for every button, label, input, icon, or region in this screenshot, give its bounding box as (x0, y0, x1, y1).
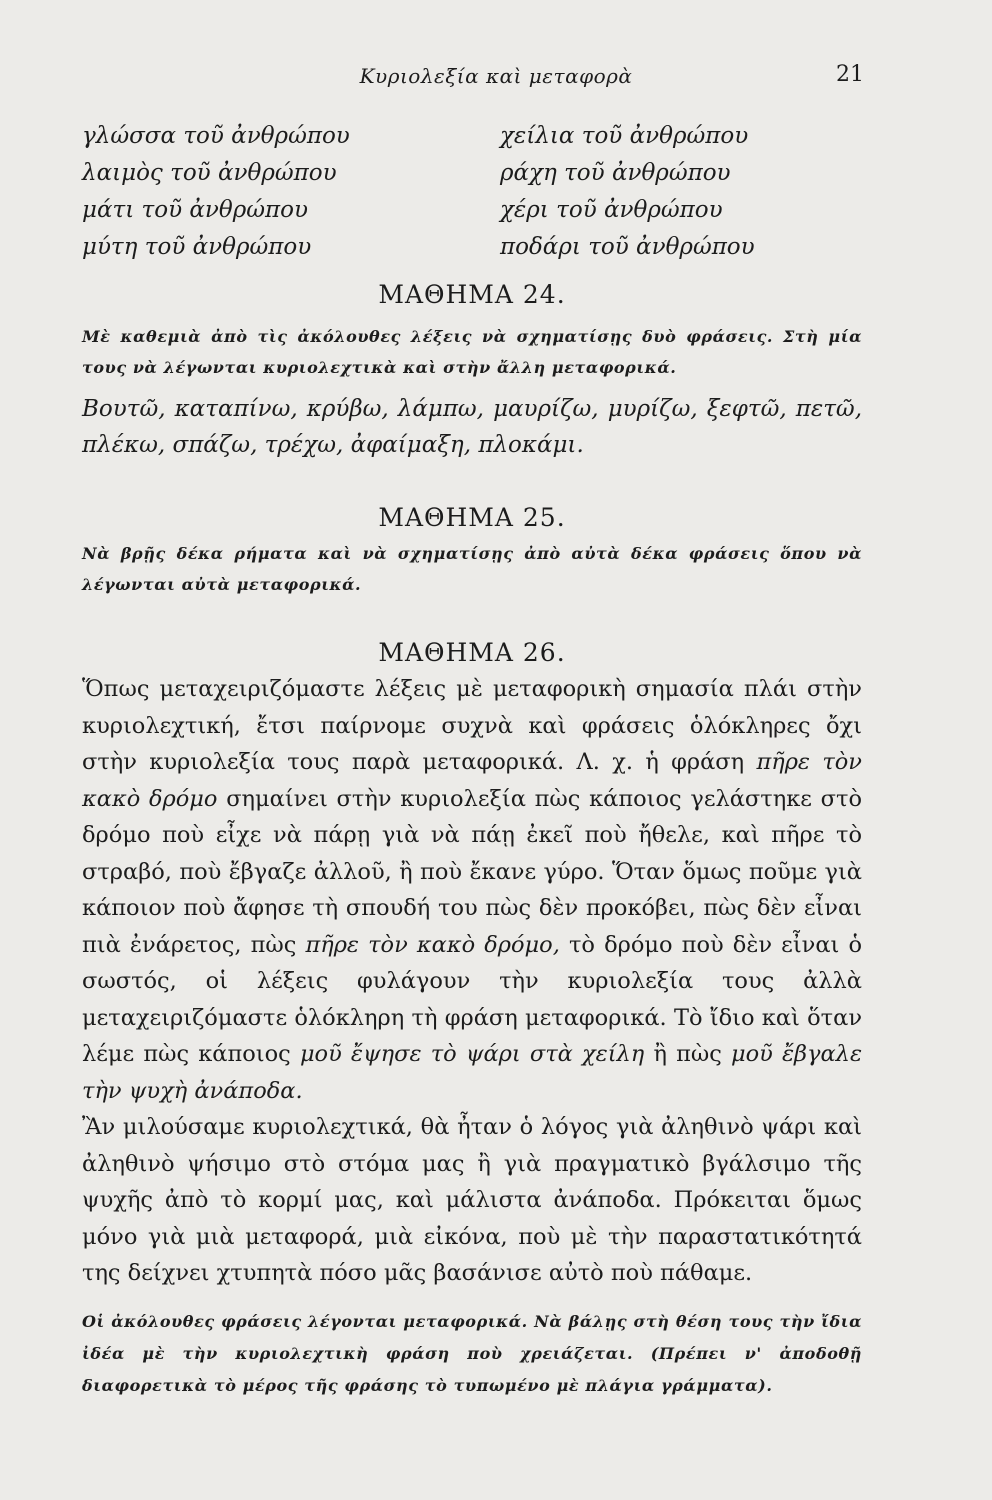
body-text: ἢ πὼς (653, 1041, 722, 1067)
italic-phrase: μοῦ ἔψησε τὸ ψάρι στὰ χείλη (299, 1041, 645, 1067)
vocab-item: λαιμὸς τοῦ ἀνθρώπου (82, 160, 337, 186)
vocab-item: μάτι τοῦ ἀνθρώπου (82, 197, 308, 223)
vocab-item: χείλια τοῦ ἀνθρώπου (500, 123, 749, 149)
body-text: σημαίνει στὴν κυριολεξία πὼς κάποιος γελάστηκε στὸ δρόμο ποὺ εἶχε νὰ πάρῃ γιὰ νὰ πάῃ ἐκεῖ ποὺ ἤθελε, καὶ πῆρε τὸ στραβό, ποὺ ἔβγαζε ἀλλοῦ, ἢ ποὺ ἔκανε γύρο. Ὅταν ὅμως ποῦμε γιὰ κάποιον ποὺ ἄφησε τὴ σπουδή του πὼς δὲν προκόβει, πὼς δὲν εἶναι πιὰ ἐνάρετος, πὼς (82, 785, 863, 958)
lesson-24-instruction: Μὲ καθεμιὰ ἀπὸ τὶς ἀκόλουθες λέξεις νὰ σχηματίσῃς δυὸ φράσεις. Στὴ μία τους νὰ λέγωνται κυριολεχτικὰ καὶ στὴν ἄλλη μεταφορικά. (82, 327, 862, 377)
lesson-26-title: ΜΑΘΗΜΑ 26. (378, 638, 566, 667)
body-text: Ὅπως μεταχειριζόμαστε λέξεις μὲ μεταφορικὴ σημασία πλάι στὴν κυριολεχτική, ἔτσι παίρνομε συχνὰ καὶ φράσεις ὁλόκληρες ὄχι στὴν κυριολεξία τους παρὰ μεταφορικά. Λ. χ. ἡ φράση (82, 676, 862, 775)
lesson-26-paragraph-2: Ἂν μιλούσαμε κυριολεχτικά, θὰ ἦταν ὁ λόγος γιὰ ἀληθινὸ ψάρι καὶ ἀληθινὸ ψήσιμο στὸ στόμα μας ἢ γιὰ πραγματικὸ βγάλσιμο τῆς ψυχῆς ἀπὸ τὸ κορμί μας, καὶ μάλιστα ἀνάποδα. Πρόκειται ὅμως μόνο γιὰ μιὰ μεταφορά, μιὰ εἰκόνα, ποὺ μὲ τὴν παραστατικότητά της δείχνει χτυπητὰ πόσο μᾶς βασάνισε αὐτὸ ποὺ πάθαμε. (82, 1114, 862, 1286)
italic-phrase: πῆρε τὸν κακὸ δρόμο (82, 749, 862, 812)
italic-phrase: πῆρε τὸν κακὸ δρόμο, (305, 931, 560, 958)
vocab-item: γλώσσα τοῦ ἀνθρώπου (82, 123, 350, 149)
running-title: Κυριολεξία καὶ μεταφορὰ (359, 64, 633, 88)
vocab-item: ποδάρι τοῦ ἀνθρώπου (500, 234, 755, 260)
vocab-item: μύτη τοῦ ἀνθρώπου (82, 234, 312, 260)
lesson-25-instruction: Νὰ βρῇς δέκα ρήματα καὶ νὰ σχηματίσῃς ἀπὸ αὐτὰ δέκα φράσεις ὅπου νὰ λέγωνται αὐτὰ μεταφορικά. (82, 544, 862, 594)
vocabulary-list (82, 118, 862, 266)
lesson-26-paragraph-1 (82, 671, 862, 1109)
lesson-24-words: Βουτῶ, καταπίνω, κρύβω, λάμπω, μαυρίζω, μυρίζω, ξεφτῶ, πετῶ, πλέκω, σπάζω, τρέχω, ἀφαίμαξη, πλοκάμι. (82, 396, 862, 458)
lesson-24-title: ΜΑΘΗΜΑ 24. (378, 280, 566, 309)
page-content (82, 118, 862, 1402)
lesson-25-title: ΜΑΘΗΜΑ 25. (378, 503, 566, 532)
page-header (0, 62, 992, 92)
lesson-26-instruction: Οἱ ἀκόλουθες φράσεις λέγονται μεταφορικά. Νὰ βάλῃς στὴ θέση τους τὴν ἴδια ἰδέα μὲ τὴν κυριολεχτικὴ φράση ποὺ χρειάζεται. (Πρέπει ν' ἀποδοθῇ διαφορετικὰ τὸ μέρος τῆς φράσης τὸ τυπωμένο μὲ πλάγια γράμματα). (82, 1311, 862, 1395)
page-number: 21 (836, 62, 864, 87)
italic-phrase: μοῦ ἔβγαλε τὴν ψυχὴ ἀνάποδα. (82, 1041, 863, 1104)
body-text: τὸ δρόμο ποὺ δὲν εἶναι ὁ σωστός, οἱ λέξεις φυλάγουν τὴν κυριολεξία τους ἀλλὰ μεταχειριζόμαστε ὁλόκληρη τὴ φράση μεταφορικά. Τὸ ἴδιο καὶ ὅταν λέμε πὼς κάποιος (82, 931, 863, 1067)
vocab-item: χέρι τοῦ ἀνθρώπου (500, 197, 723, 223)
lesson-26-body (82, 671, 862, 1292)
vocab-item: ράχη τοῦ ἀνθρώπου (500, 160, 731, 186)
